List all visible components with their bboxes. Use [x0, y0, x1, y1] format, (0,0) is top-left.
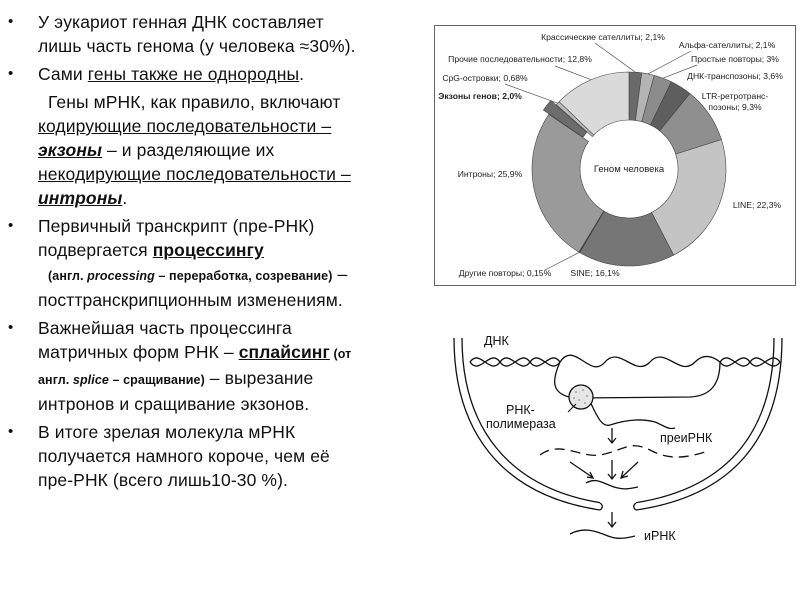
- bullet-icon: •: [8, 217, 14, 234]
- p1-line2: лишь часть генома (у человека ≈30%).: [38, 36, 356, 56]
- genome-donut-chart: [435, 26, 797, 287]
- nuclear-pore: [600, 500, 636, 512]
- slice-label: Простые повторы; 3%: [691, 54, 779, 64]
- bullet-icon: •: [8, 65, 14, 82]
- bullet-paragraph-5: [0, 316, 440, 416]
- p5-before: матричных форм РНК –: [38, 342, 239, 362]
- polymerase-label-1: РНК-: [506, 403, 535, 417]
- polymerase-label-2: полимераза: [486, 417, 556, 431]
- nuclear-envelope-inner-r: [634, 338, 774, 503]
- mature-mrna: [570, 530, 635, 538]
- slice-label: ДНК-транспозоны; 3,6%: [687, 71, 783, 81]
- rna-polymerase-icon: [569, 385, 593, 409]
- p1-line1: У эукариот генная ДНК составляет: [38, 12, 324, 32]
- slice-label: Крассические сателлиты; 2,1%: [541, 32, 665, 42]
- coding-sequences: кодирующие последовательности –: [38, 116, 332, 136]
- bullet-paragraph-4: [0, 214, 440, 312]
- slice-label: CpG-островки; 0,68%: [442, 73, 528, 83]
- splicing-note-start: (от: [329, 347, 352, 361]
- transcription-diagram: [440, 300, 800, 600]
- text-column: [0, 10, 440, 492]
- mrna-label: иРНК: [644, 529, 676, 543]
- nuclear-envelope-outer-r: [636, 338, 782, 510]
- note-term: processing: [87, 269, 155, 283]
- p6-line3: пре-РНК (всего лишь10-30 %).: [38, 470, 288, 490]
- p2-before: Сами: [38, 64, 88, 84]
- paragraph-3: [0, 90, 440, 210]
- p5-line3: [38, 366, 440, 392]
- bullet-icon: •: [8, 423, 14, 440]
- p3-line3: [38, 138, 440, 162]
- note-suffix: – сращивание): [108, 373, 205, 387]
- note-prefix: англ.: [38, 373, 73, 387]
- p5-line4: интронов и сращивание экзонов.: [38, 394, 310, 414]
- p4-line1: Первичный транскрипт (пре-РНК): [38, 216, 315, 236]
- slice-label: Интроны; 25,9%: [457, 169, 523, 179]
- p3-end: .: [122, 188, 128, 208]
- p4-before: подвергается: [38, 240, 153, 260]
- bullet-paragraph-1: [0, 10, 440, 58]
- note-dash: –: [332, 264, 348, 284]
- note-suffix: – переработка, созревание): [154, 269, 333, 283]
- leader-line: [595, 43, 635, 72]
- chart-title: Геном человека: [593, 164, 665, 175]
- p5-after: – вырезание: [204, 368, 314, 388]
- p2-line1: [38, 62, 440, 86]
- joined-mrna: [586, 481, 638, 489]
- p3-line1: Гены мРНК, как правило, включают: [48, 92, 341, 112]
- splicing-note: [38, 373, 205, 387]
- slice-label: Экзоны генов; 2,0%: [438, 91, 522, 101]
- introns-term: интроны: [38, 188, 123, 208]
- p4-line4: посттранскрипционным изменениям.: [38, 290, 343, 310]
- spliced-segments: [540, 446, 705, 457]
- dna-label: ДНК: [484, 334, 509, 348]
- dna-template-top: [560, 355, 720, 367]
- slice-label: Другие повторы; 0,15%: [458, 268, 552, 278]
- splicing-term: сплайсинг: [238, 342, 330, 362]
- bullet-paragraph-2: [0, 62, 440, 86]
- processing-term: процессингу: [152, 240, 264, 260]
- exons-term: экзоны: [38, 140, 103, 160]
- pre-mrna-strand: [588, 398, 675, 429]
- slice-label: Прочие последовательности; 12,8%: [448, 54, 592, 64]
- bullet-icon: •: [8, 319, 14, 336]
- p6-line1: В итоге зрелая молекула мРНК: [38, 422, 296, 442]
- p3-line5: [38, 186, 440, 210]
- processing-note: [48, 269, 332, 283]
- bullet-paragraph-6: [0, 420, 440, 492]
- leader-line: [555, 66, 591, 80]
- slice-label: LINE; 22,3%: [732, 200, 782, 210]
- p5-line2: [38, 340, 440, 366]
- p5-line1: Важнейшая часть процессинга: [38, 318, 292, 338]
- p6-line2: получается намного короче, чем её: [38, 446, 330, 466]
- p2-after: .: [299, 64, 305, 84]
- slice-label: SINE; 16,1%: [570, 268, 620, 278]
- slice-label: Альфа-сателлиты; 2,1%: [678, 40, 776, 50]
- noncoding-sequences: некодирующие последовательности –: [38, 164, 351, 184]
- p4-line2: [38, 238, 440, 262]
- note-prefix: (англ.: [48, 269, 88, 283]
- genes-not-homogeneous: гены также не однородны: [87, 64, 300, 84]
- leader-line: [648, 51, 691, 74]
- slice-label: LTR-ретротранс-позоны; 9,3%: [701, 91, 769, 112]
- pre-mrna-label: преиРНК: [660, 431, 713, 445]
- bullet-icon: •: [8, 13, 14, 30]
- genome-chart-frame: [434, 25, 796, 286]
- p3-mid: – и разделяющие их: [102, 140, 275, 160]
- p4-note: [48, 262, 440, 288]
- note-term: splice: [72, 373, 109, 387]
